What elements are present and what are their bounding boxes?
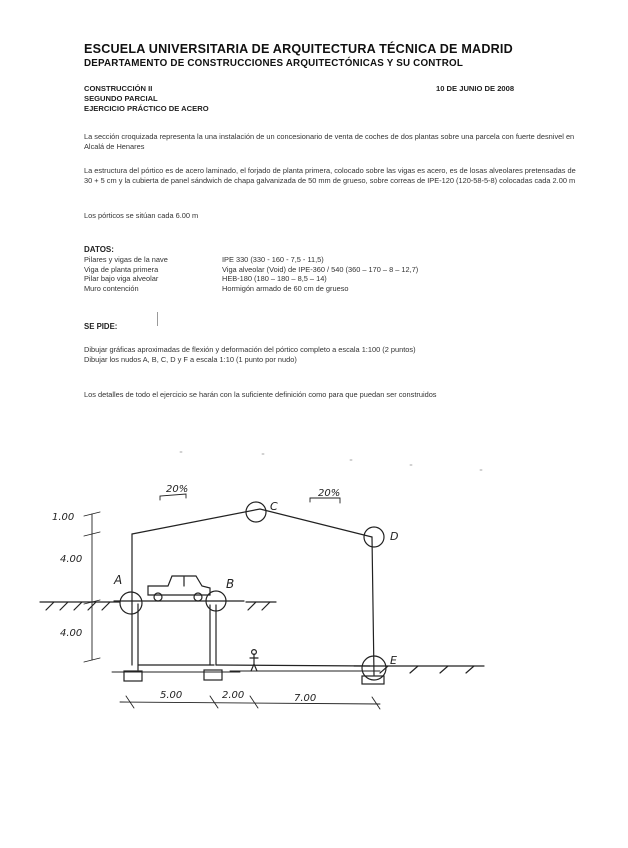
datos-heading: DATOS: bbox=[84, 245, 114, 254]
datos-row bbox=[84, 265, 418, 275]
exercise-name: EJERCICIO PRÁCTICO DE ACERO bbox=[84, 104, 209, 113]
exam-name: SEGUNDO PARCIAL bbox=[84, 94, 158, 103]
datos-row bbox=[84, 284, 418, 294]
slope-right-label: 20% bbox=[318, 488, 341, 499]
exam-date: 10 DE JUNIO DE 2008 bbox=[436, 84, 515, 93]
roof-line bbox=[132, 509, 372, 537]
right-column bbox=[372, 537, 374, 675]
datos-value: Hormigón armado de 60 cm de grueso bbox=[222, 283, 349, 293]
datos-value: IPE 330 (330 - 160 - 7,5 - 11,5) bbox=[222, 255, 324, 264]
exam-meta bbox=[84, 84, 209, 114]
datos-row bbox=[84, 274, 418, 284]
dim-lower-label: 4.00 bbox=[60, 628, 83, 639]
datos-value: HEB-180 (180 – 180 – 8,5 – 14) bbox=[222, 274, 327, 284]
span-2-label: 2.00 bbox=[222, 690, 245, 701]
se-pide-heading: SE PIDE: bbox=[84, 322, 118, 331]
datos-row bbox=[84, 255, 418, 265]
portal-frame-sketch bbox=[0, 440, 628, 740]
node-b-label: B bbox=[226, 577, 235, 591]
closing-paragraph: Los detalles de todo el ejercicio se harán con la suficiente definición como para que puedan ser construidos bbox=[84, 390, 437, 399]
task-item: Dibujar gráficas aproximadas de flexión y deformación del pórtico completo a escala 1:100 (2 puntos) bbox=[84, 345, 416, 354]
node-c-label: C bbox=[270, 500, 278, 513]
node-a-label: A bbox=[114, 573, 123, 587]
dim-roof-label: 1.00 bbox=[52, 512, 75, 523]
datos-label: Muro contención bbox=[84, 283, 139, 293]
dim-upper-label: 4.00 bbox=[60, 554, 83, 565]
node-a-circle bbox=[120, 592, 142, 614]
span-1-label: 5.00 bbox=[160, 690, 183, 701]
node-e-label: E bbox=[390, 654, 397, 667]
spacing-paragraph: Los pórticos se sitúan cada 6.00 m bbox=[84, 211, 199, 220]
text-cursor bbox=[157, 312, 158, 326]
datos-label: Pilar bajo viga alveolar bbox=[84, 274, 159, 284]
task-item: Dibujar los nudos A, B, C, D y F a escala 1:10 (1 punto por nudo) bbox=[84, 355, 297, 364]
school-title: ESCUELA UNIVERSITARIA DE ARQUITECTURA TÉCNICA DE MADRID bbox=[84, 42, 513, 56]
task-list bbox=[84, 345, 416, 365]
span-3-label: 7.00 bbox=[294, 693, 317, 704]
department-title: DEPARTAMENTO DE CONSTRUCCIONES ARQUITECTÓNICAS Y SU CONTROL bbox=[84, 58, 464, 69]
inner-pillar bbox=[210, 605, 216, 665]
horizontal-dimension-line bbox=[120, 702, 380, 704]
datos-value: Viga alveolar (Void) de IPE-360 / 540 (360 – 170 – 8 – 12,7) bbox=[222, 264, 419, 274]
structure-paragraph: La estructura del pórtico es de acero laminado, el forjado de planta primera, colocado sobre las vigas es acero, es de losas alveolares pretensadas de 30 + 5 cm y la cubierta de panel sándwich de chapa galvanizada de 50 mm de grueso, sobre correas de IPE-120 (120-58-5-8) colocadas cada 2.00 m bbox=[84, 166, 576, 185]
node-d-circle bbox=[364, 527, 384, 547]
intro-paragraph: La sección croquizada representa la una instalación de un concesionario de venta de coches de dos plantas sobre una parcela con fuerte desnivel en Alcalá de Henares bbox=[84, 132, 575, 151]
node-c-circle bbox=[246, 502, 266, 522]
node-d-label: D bbox=[390, 530, 399, 543]
slope-left-label: 20% bbox=[166, 484, 189, 495]
datos-table bbox=[84, 255, 418, 293]
car-icon bbox=[148, 576, 210, 595]
course-name: CONSTRUCCIÓN II bbox=[84, 84, 153, 93]
datos-label: Viga de planta primera bbox=[84, 264, 159, 274]
datos-label: Pilares y vigas de la nave bbox=[84, 255, 168, 264]
